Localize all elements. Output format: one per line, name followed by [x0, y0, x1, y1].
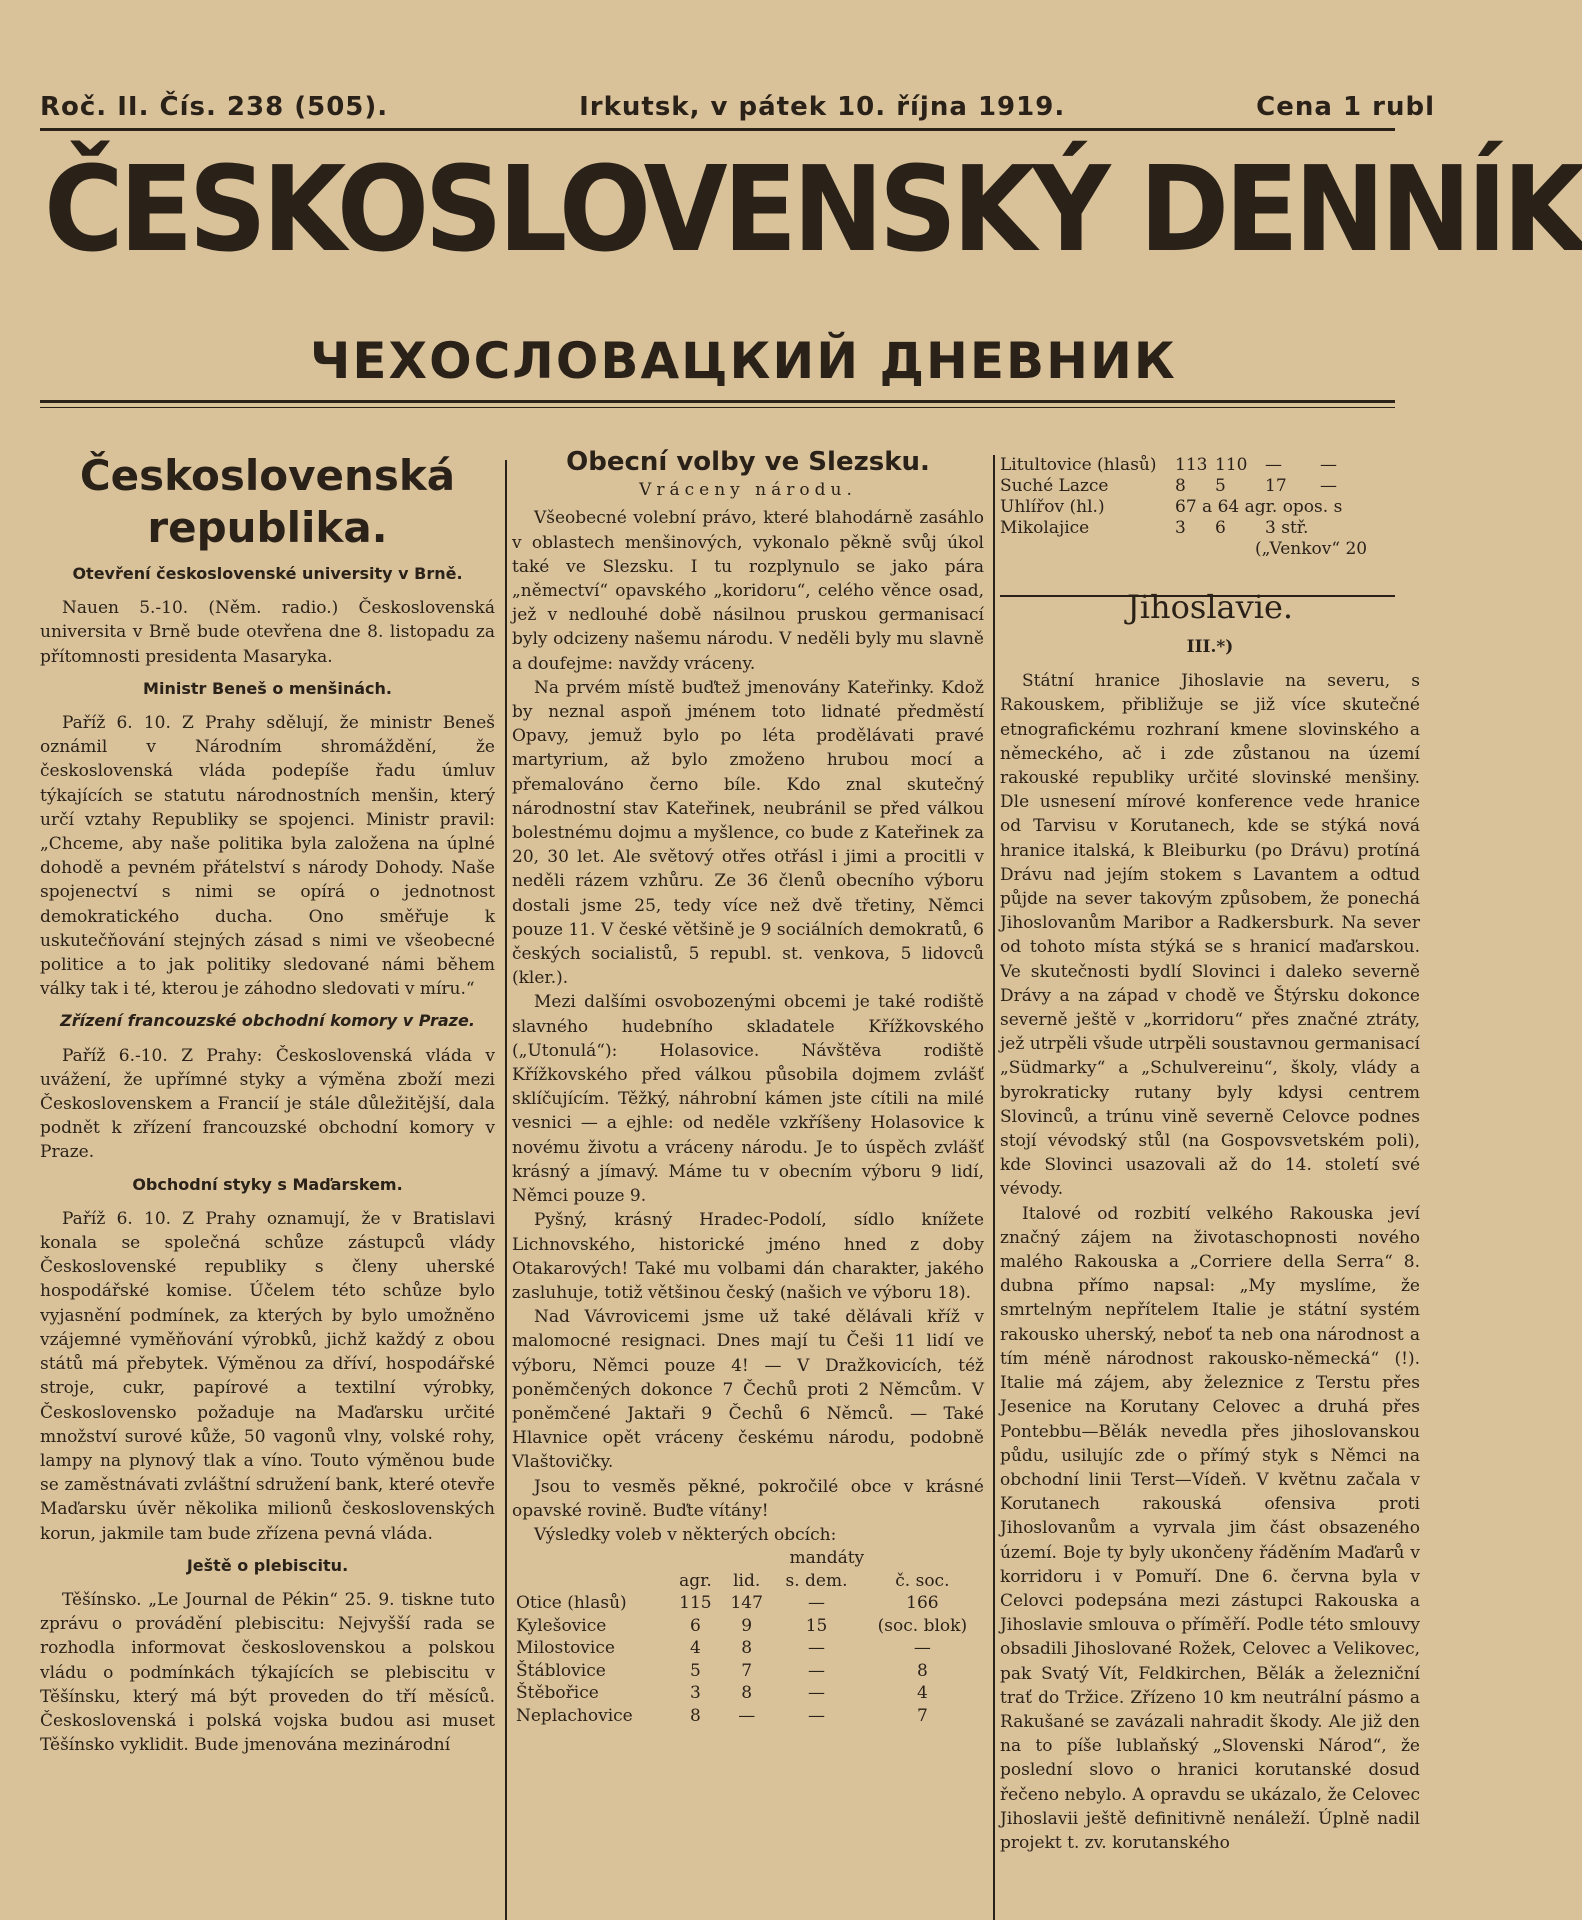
results-cell: 7: [916, 1705, 928, 1726]
article-yugoslavia-p1: Státní hranice Jihoslavie na severu, s Rakouskem, přibližuje se již více skutečné etnografickému rozhraní kmene slovinského a německého, ač i zde zůstanou na území rakouské republiky určité slovinské menšiny. Dle usnesení mírové konference vede hranice od Tarvisu v Korutanech, kde se stýká nová hranice italská, k Bleiburku (po Drávu) protíná Drávu nad jejím stokem s Lavantem a odtud půjde na sever takovým způsobem, že ponechá Jihoslovanům Maribor a Radkersburk. Na sever od tohoto místa stýká se s hranicí maďarskou. Ve skutečnosti bydlí Slovinci i daleko severně Drávy a na západ v chodě ve Štýrsku dokonce severně ještě v „korridoru“ přes značné ztráty, jež utrpěli všude utrpěli soustavnou germanisací „Südmarky“ a „Schulvereinu“, školy, vlády a byrokraticky rutany byly kdysi centrem Slovinců, a trúnu vině severně Celovce podnes stojí vévodský stůl (na Gospovsvetském poli), kde Slovinci usazovali až do 14. století své vévody.: [1000, 671, 1420, 1200]
results-col-header: [512, 1570, 670, 1593]
column-divider-2: [993, 455, 995, 1920]
results-cell: —: [808, 1683, 826, 1704]
results-table: [512, 1547, 984, 1727]
results-cell: (soc. blok): [877, 1615, 968, 1636]
results-cell: 147: [730, 1593, 763, 1614]
subhead-plebiscite: Ještě o plebiscitu.: [186, 1555, 349, 1575]
results-col-header: č. soc.: [895, 1570, 950, 1591]
article-plebiscite: Těšínsko. „Le Journal de Pékin“ 25. 9. tiskne tuto zprávu o provádění plebiscitu: Nejvyšší rada se rozhodla informovat československou a polskou vládu o podmínkách týkajících se plebiscitu v Těšínsku, který má být proveden do tří měsíců. Československá i polská vojska budou asi muset Těšínsko vyklidit. Bude jmenována mezinárodní: [40, 1589, 495, 1756]
table-row: [512, 1637, 984, 1660]
stat-cell: 110: [1215, 455, 1248, 475]
part-number: III.*): [1186, 637, 1234, 657]
results-cell: Štáblovice: [516, 1660, 606, 1681]
stat-cell: Litultovice (hlasů): [1000, 455, 1157, 475]
masthead-rule: [40, 400, 1395, 403]
headline-yugoslavia: Jihoslavie.: [1126, 588, 1294, 626]
table-row: [512, 1615, 984, 1638]
results-cell: —: [808, 1593, 826, 1614]
results-cell: Kylešovice: [516, 1615, 607, 1636]
subhead-benes: Ministr Beneš o menšinách.: [143, 678, 392, 698]
article-benes: Paříž 6. 10. Z Prahy sdělují, že ministr Beneš oznámil v Národním shromáždění, že československá vláda podepíše řadu úmluv týkajících se statutu národnostních menšin, který určí vztahy Republiky se spojenci. Ministr pravil: „Chceme, aby naše politika byla založena na úplné dohodě a pevném přátelství s národy Dohody. Naše spojenectví s nimi se opírá o jednotnost demokratického ducha. Ono směřuje k uskutečňování stejných zásad s nimi ve všeobecné politice a to jak politiky sledované námi během války tak i té, kterou je záhodno sledovati v míru.“: [40, 713, 495, 1000]
stat-cell: 67 a 64 agr. opos. s: [1175, 497, 1343, 517]
article-silesia-p3: Mezi dalšími osvobozenými obcemi je také rodiště slavného hudebního skladatele Křížkovského („Utonulá“): Holasovice. Návštěva rodiště Křížkovského před válkou působila dojmem zvlášť sklíčujícím. Těžký, náhrobní kámen jste cítili na milé vesnici — a ejhle: od neděle vzkříšeny Holasovice k novému životu a vráceny národu. Je to úspěch zvlášť krásný a jímavý. Máme tu v obecním výboru 9 lidí, Němci pouze 9.: [512, 992, 984, 1207]
masthead-subtitle: ЧЕХОСЛОВАЦКИЙ ДНЕВНИК: [310, 332, 1177, 390]
column-1: [40, 450, 495, 1757]
results-cell: 8: [741, 1638, 753, 1659]
results-cell: 3: [689, 1683, 701, 1704]
article-silesia-p2: Na prvém místě buďtež jmenovány Kateřinky. Kdož by neznal aspoň jménem toto lidnaté předměstí Opavy, jemuž bylo po léta prodělávati pravé martyrium, až bylo zmoženo hrubou mocí a přemalováno černo bíle. Kdo znal skutečný národnostní stav Kateřinek, neubránil se před válkou bolestnému dojmu a myšlence, co bude z Kateřinek za 20, 30 let. Ale světový otřes otřásl i jimi a procitli v neděli rázem vzhůru. Ze 36 členů obecního výboru dostali jsme 25, tedy více než dvě třetiny, Němci pouze 11. V české většině je 9 sociálních demokratů, 6 českých socialistů, 5 republ. st. venkova, 5 lidovců (kler.).: [512, 677, 984, 989]
article-silesia-p5: Nad Vávrovicemi jsme už také dělávali kříž v malomocné resignaci. Dnes mají tu Češi 11 lidí ve výboru, Němci pouze 4! — V Dražkovicích, též poněmčených dokonce 7 Čechů proti 2 Němcům. V poněmčené Jaktaři 9 Čechů 6 Němců. — Také Hlavnice opět vráceny českému národu, podobně Vlaštovičky.: [512, 1307, 984, 1473]
results-cell: Štěbořice: [516, 1683, 599, 1704]
results-cell: —: [913, 1638, 931, 1659]
results-cell: 8: [916, 1660, 928, 1681]
stat-cell: 3 stř.: [1265, 518, 1309, 538]
issue-line: [40, 92, 1435, 122]
article-brno-university: Nauen 5.-10. (Něm. radio.) Československá universita v Brně bude otevřena dne 8. listopadu za přítomnosti presidenta Masaryka.: [40, 598, 495, 667]
stat-cell: 6: [1215, 518, 1226, 538]
stat-cell: —: [1265, 455, 1282, 475]
results-cell: 166: [906, 1593, 939, 1614]
stat-cell: 17: [1265, 476, 1287, 496]
article-silesia-p4: Pyšný, krásný Hradec-Podolí, sídlo knížete Lichnovského, historické jméno hned z doby Otakarových! Také mu volbami dán charakter, jakého zasluhuje, totiž většinou český (našich ve výboru 18).: [512, 1210, 984, 1303]
issue-number: Roč. II. Čís. 238 (505).: [40, 92, 389, 122]
results-cell: 4: [916, 1683, 928, 1704]
column-divider-1: [505, 460, 507, 1920]
results-continued: [1000, 455, 1420, 560]
results-cell: Milostovice: [516, 1638, 615, 1659]
results-col-header: agr.: [679, 1570, 712, 1591]
list-item: [1000, 455, 1420, 476]
list-item: [1000, 476, 1420, 497]
results-cell: 15: [805, 1615, 828, 1636]
results-cell: Neplachovice: [516, 1705, 633, 1726]
list-item: [1000, 518, 1420, 539]
results-col-header: s. dem.: [785, 1570, 848, 1591]
results-intro: Výsledky voleb v některých obcích:: [534, 1524, 837, 1545]
stat-cell: 3: [1175, 518, 1186, 538]
headline-silesia-elections: Obecní volby ve Slezsku.: [566, 447, 930, 477]
article-silesia-p1: Všeobecné volební právo, které blahodárně zasáhlo v oblastech menšinových, vykonalo pěkně svůj úkol také ve Slezsku. I tu rozplynulo se jako pára „němectví“ opavského „koridoru“, celého věnce osad, jež v nedlouhé době násilnou pruskou germanisací byly odcizeny našemu národu. V neděli byly mu slavně a doufejme: navždy vráceny.: [512, 508, 984, 674]
place-date: Irkutsk, v pátek 10. října 1919.: [579, 92, 1066, 122]
top-rule: [40, 128, 1395, 131]
article-hungary-trade: Paříž 6. 10. Z Prahy oznamují, že v Bratislavi konala se společná schůze zástupců vlády Československé republiky s členy uherské hospodářské komise. Účelem této schůze bylo vyjasnění podmínek, za kterých by bylo umožněno vzájemné vyměňování výrobků, jichž každý z obou států má přebytek. Výměnou za dříví, hospodářské stroje, cukr, papírové a textilní výrobky, Československo požaduje na Maďarsku určité množství surové kůže, 50 vagonů vlny, volské rohy, lampy na plynový tlak a víno. Touto výměnou bude se zaměstnávati zvláštní sdružení bank, které otevře Maďarsku úvěr několika milionů československých korun, jakmile tam bude zřízena pevná vláda.: [40, 1208, 495, 1544]
stat-cell: 5: [1215, 476, 1226, 496]
masthead-rule-thin: [40, 407, 1395, 408]
stat-cell: Mikolajice: [1000, 518, 1090, 538]
results-cell: 8: [689, 1705, 701, 1726]
results-cell: 115: [679, 1593, 712, 1614]
stat-cell: 113: [1175, 455, 1208, 475]
results-cell: 4: [689, 1638, 701, 1659]
table-row: [512, 1682, 984, 1705]
results-cell: 6: [689, 1615, 701, 1636]
results-cell: 5: [689, 1660, 701, 1681]
results-mandates-label: mandáty: [789, 1548, 865, 1569]
table-row: [512, 1660, 984, 1683]
results-table-header: [512, 1570, 984, 1593]
article-silesia-p6: Jsou to vesměs pěkné, pokročilé obce v krásné opavské rovině. Buďte vítány!: [512, 1476, 984, 1521]
results-cell: Otice (hlasů): [516, 1593, 627, 1614]
subhead-brno-university: Otevření československé university v Brně.: [72, 564, 463, 583]
stat-cell: 8: [1175, 476, 1186, 496]
subhead-french-chamber: Zřízení francouzské obchodní komory v Praze.: [60, 1011, 475, 1031]
list-item: [1000, 497, 1420, 518]
column-3: [1000, 455, 1420, 1855]
table-row: [512, 1705, 984, 1728]
price: Cena 1 rubl: [1256, 92, 1435, 122]
subhead-hungary-trade: Obchodní styky s Maďarskem.: [132, 1174, 403, 1194]
results-cell: 8: [741, 1683, 753, 1704]
results-source: („Venkov“ 20: [1255, 539, 1368, 559]
stat-cell: Uhlířov (hl.): [1000, 497, 1105, 517]
table-row: [512, 1592, 984, 1615]
results-cell: 9: [741, 1615, 753, 1636]
stat-cell: —: [1320, 476, 1337, 496]
stat-cell: —: [1320, 455, 1337, 475]
results-cell: 7: [741, 1660, 753, 1681]
article-yugoslavia-p2: Italové od rozbití velkého Rakouska jeví značný zájem na životaschopnosti nového malého Rakouska a „Corriere della Serra“ 8. dubna přímo napsal: „My myslíme, že smrtelným nepřítelem Italie je státní systém rakousko uherský, neboť ta neb ona národnost a tím méně národnost rakousko-německá“ (!). Italie má zájem, aby železnice z Terstu přes Jesenice na Korutany Celovec a druhá přes Pontebbu—Bělák nevedla přes jihoslovanskou půdu, usilujíc zde o přímý styk s Němci na obchodní linii Terst—Vídeň. V květnu začala v Korutanech rakouská ofensiva proti Jihoslovanům a vyrvala jim část obsazeného území. Boje ty byly ukončeny řáděním Maďarů v korridoru i v Pomuří. Dne 6. června byla v Celovci podepsána mezi zástupci Rakouska a Jihoslavie smlouva o příměří. Podle této smlouvy obsadili Jihoslované Rožek, Celovec a Velikovec, pak Svatý Vít, Feldkirchen, Bělák a železniční trať do Tržice. Zřízeno 10 km neutrální pásmo a Rakušané se zavázali nahradit škody. Ale již den na to píše lublaňský „Slovenski Národ“, že poslední slovo o hranici korutanské dosud řečeno nebylo. A opravdu se ukázalo, že Celovec Jihoslavii ještě definitivně nenáleží. Úplně nadil projekt t. zv. korutanského: [1000, 1203, 1420, 1853]
headline-czechoslovak-republic: Československá republika.: [79, 451, 456, 552]
stat-cell: Suché Lazce: [1000, 476, 1109, 496]
masthead-title: ČESKOSLOVENSKÝ DENNÍK: [44, 140, 1582, 278]
column-2: [512, 447, 984, 1727]
results-table-mandates-row: [512, 1547, 984, 1570]
results-cell: —: [738, 1705, 756, 1726]
results-cell: —: [808, 1705, 826, 1726]
kicker-returned: Vráceny národu.: [639, 480, 857, 501]
results-cell: —: [808, 1638, 826, 1659]
article-french-chamber: Paříž 6.-10. Z Prahy: Československá vláda v uvážení, že upřímné styky a výměna zboží mezi Československem a Francií je stále důležitější, dala podnět k zřízení francouzské obchodní komory v Praze.: [40, 1045, 495, 1163]
results-cell: —: [808, 1660, 826, 1681]
results-col-header: lid.: [733, 1570, 761, 1591]
